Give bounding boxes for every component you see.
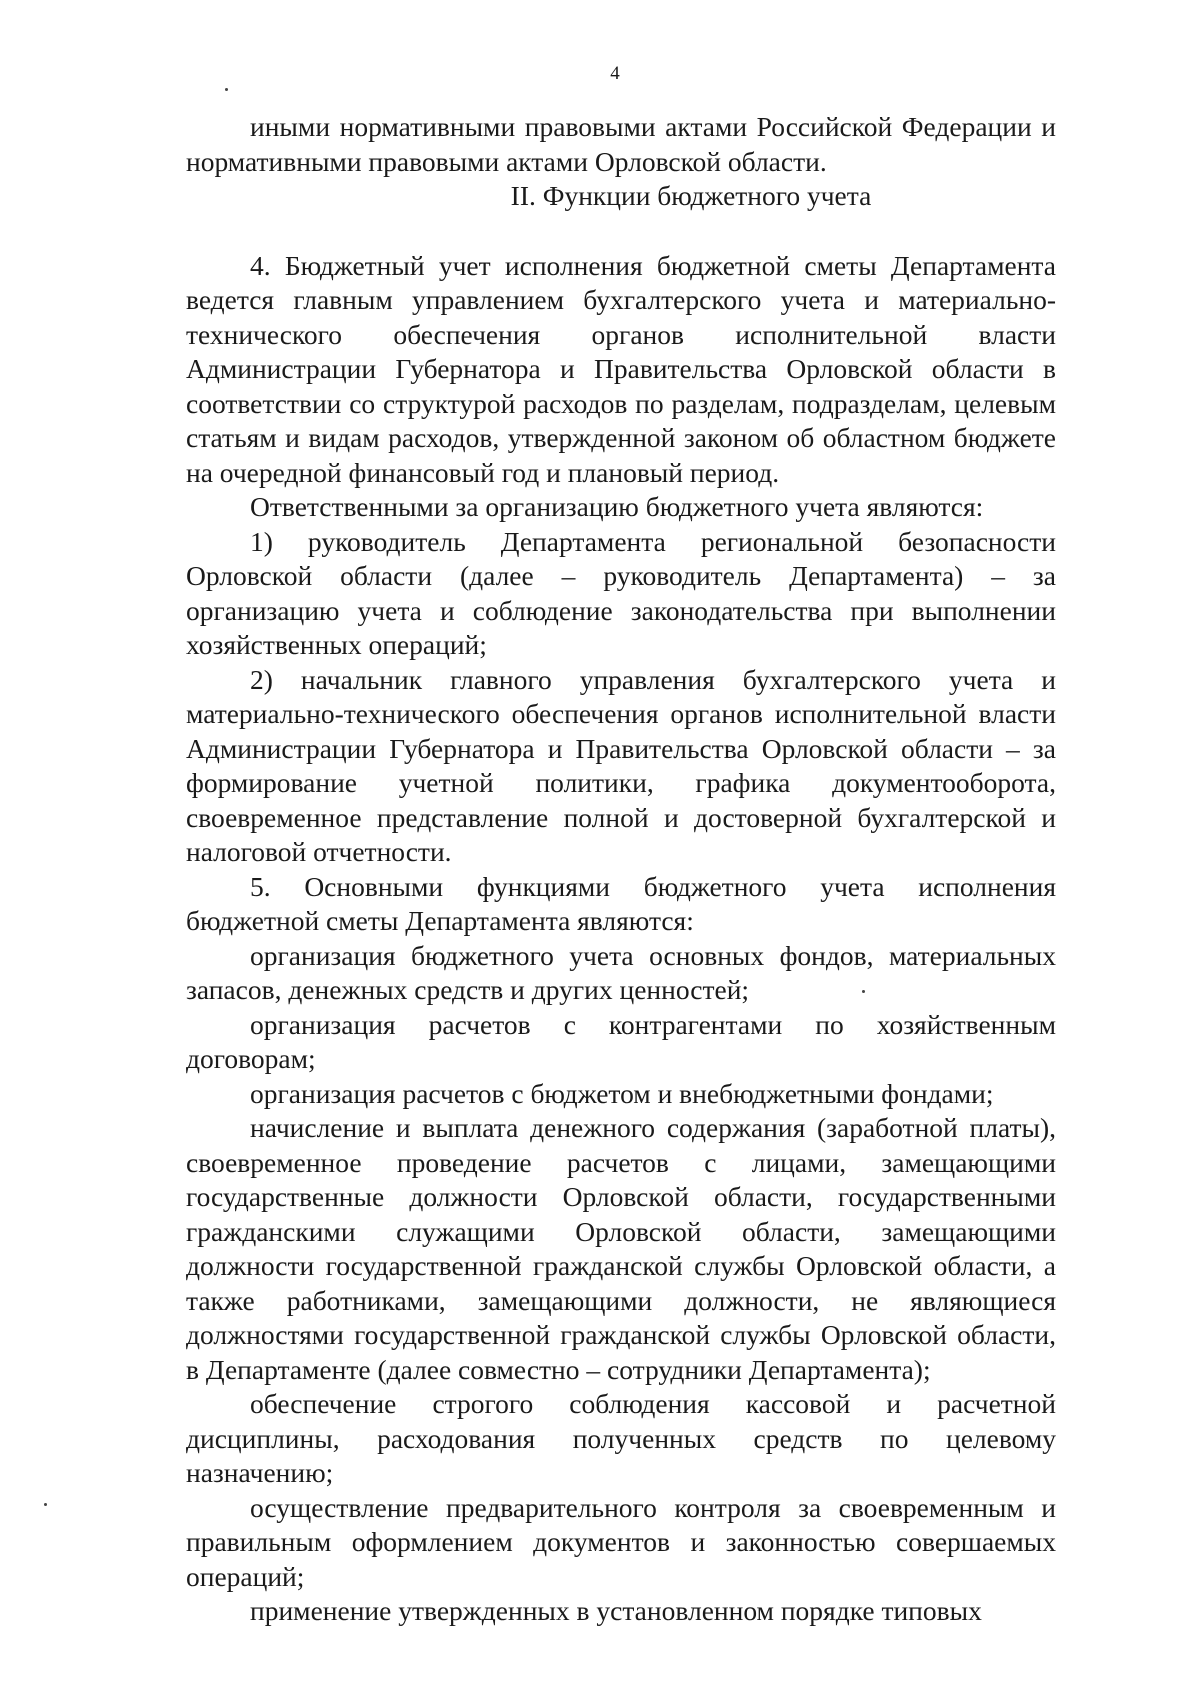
section-spacer xyxy=(186,214,1056,249)
paragraph-responsible: Ответственными за организацию бюджетного учета являются: xyxy=(250,491,984,522)
function-preliminary-control: осуществление предварительного контроля за своевременным и правильным оформлением документов и законностью совершаемых операций; xyxy=(186,1491,1056,1592)
paragraph-item-2: 2) начальник главного управления бухгалтерского учета и материально-технического обеспечения органов исполнительной власти Администрации Губернатора и Правительства Орловской области – за формирование учетной политики, графика документооборота, своевременное представление полной и достоверной бухгалтерской и налоговой отчетности. xyxy=(186,663,1056,867)
function-cash-discipline: обеспечение строгого соблюдения кассовой и расчетной дисциплины, расходования полученных средств по целевому назначению; xyxy=(186,1388,1056,1488)
section-heading: II. Функции бюджетного учета xyxy=(510,180,872,211)
function-assets: организация бюджетного учета основных фондов, материальных запасов, денежных средств и других ценностей; xyxy=(186,939,1056,1005)
scan-speck xyxy=(862,990,865,993)
continuation-paragraph: иными нормативными правовыми актами Российской Федерации и нормативными правовыми актами Орловской области. xyxy=(186,111,1056,177)
scan-speck xyxy=(225,88,228,91)
function-contractors: организация расчетов с контрагентами по хозяйственным договорам; xyxy=(186,1008,1056,1074)
paragraph-4: 4. Бюджетный учет исполнения бюджетной сметы Департамента ведется главным управлением бухгалтерского учета и материально-технического обеспечения органов исполнительной власти Администрации Губернатора и Правительства Орловской области в соответствии со структурой расходов по разделам, подразделам, целевым статьям и видам расходов, утвержденной законом об областном бюджете на очередной финансовый год и плановый период. xyxy=(186,249,1056,488)
function-payroll: начисление и выплата денежного содержания (заработной платы), своевременное проведение расчетов с лицами, замещающими государственные должности Орловской области, государственными гражданскими служащими Орловской области, замещающими должности государственной гражданской службы Орловской области, а также работниками, замещающими должности, не являющиеся должностями государственной гражданской службы Орловской области, в Департаменте (далее совместно – сотрудники Департамента); xyxy=(186,1112,1056,1385)
function-standard-forms: применение утвержденных в установленном порядке типовых xyxy=(250,1595,982,1626)
function-budget-settlements: организация расчетов с бюджетом и внебюджетными фондами; xyxy=(250,1077,994,1109)
document-body xyxy=(186,110,1056,1629)
page-number: 4 xyxy=(610,63,620,84)
scan-speck xyxy=(44,1503,47,1506)
paragraph-5: 5. Основными функциями бюджетного учета исполнения бюджетной сметы Департамента являются: xyxy=(186,870,1056,936)
paragraph-item-1: 1) руководитель Департамента региональной безопасности Орловской области (далее – руководитель Департамента) – за организацию учета и соблюдение законодательства при выполнении хозяйственных операций; xyxy=(186,525,1056,660)
